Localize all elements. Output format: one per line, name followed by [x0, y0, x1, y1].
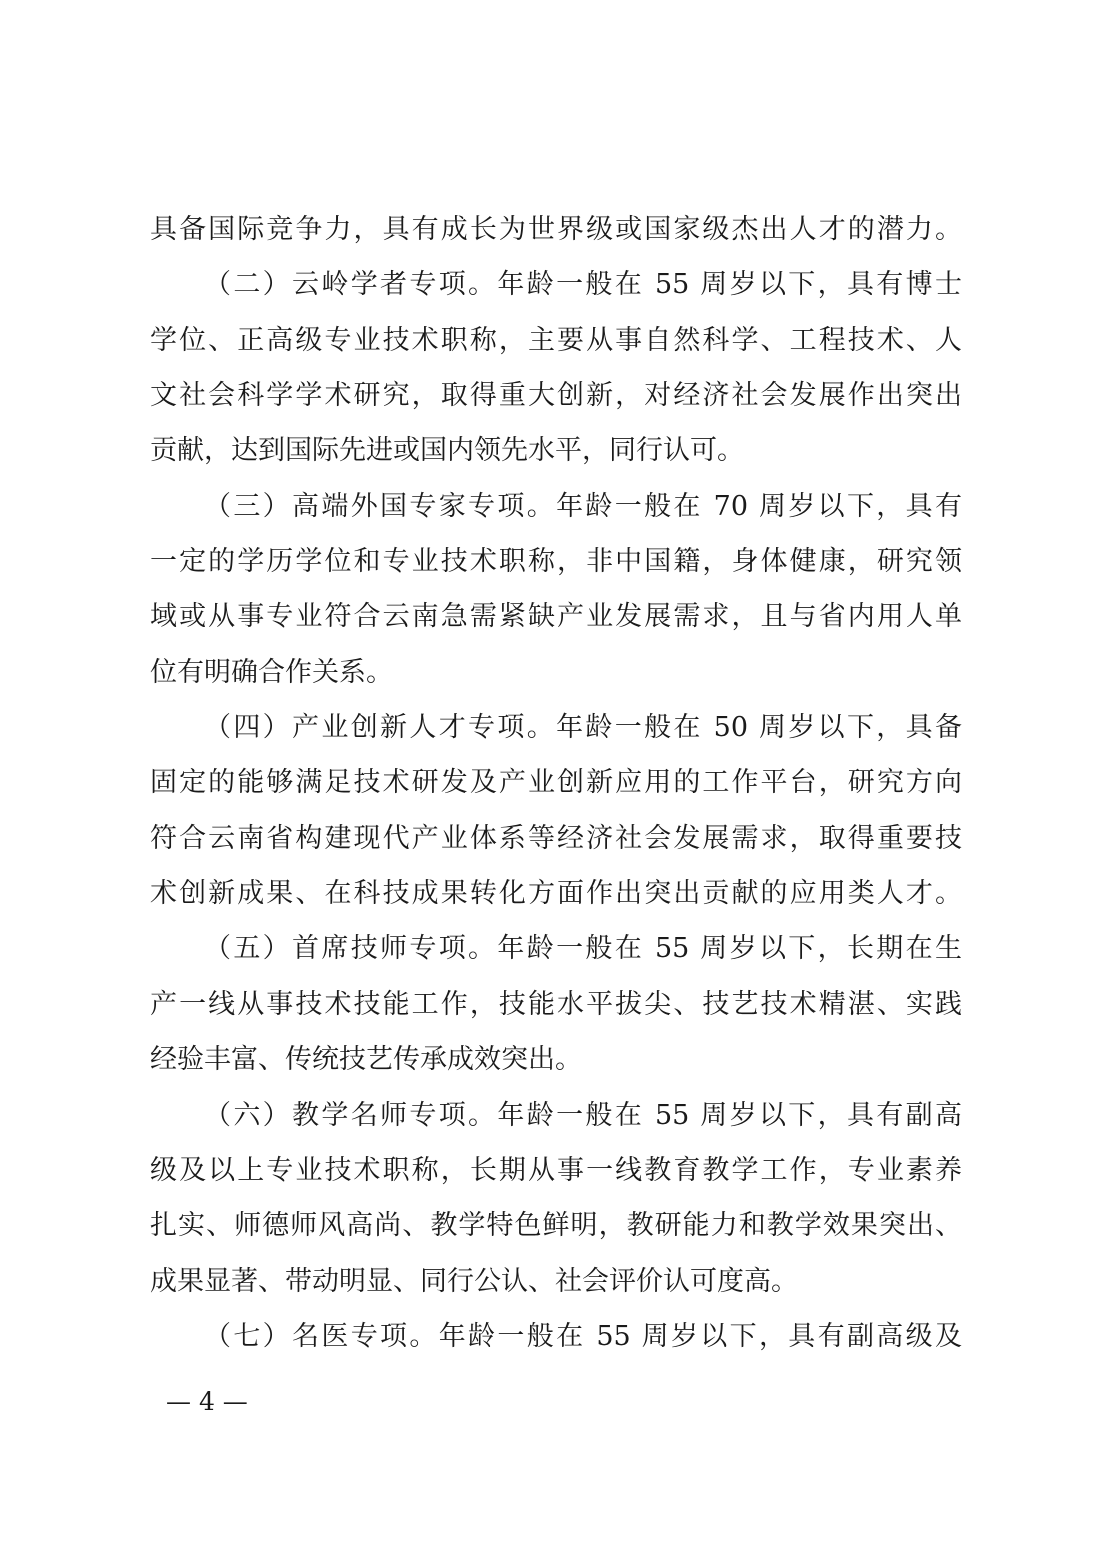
- text-line: 域或从事专业符合云南急需紧缺产业发展需求，且与省内用人单: [150, 601, 962, 632]
- section-heading-line: （四）产业创新人才专项。年龄一般在 50 周岁以下，具备: [204, 712, 962, 743]
- text-line: 术创新成果、在科技成果转化方面作出突出贡献的应用类人才。: [150, 878, 962, 909]
- text-line: 位有明确合作关系。: [150, 657, 393, 688]
- section-heading-line: （二）云岭学者专项。年龄一般在 55 周岁以下，具有博士: [204, 269, 962, 300]
- text-line: 具备国际竞争力，具有成长为世界级或国家级杰出人才的潜力。: [150, 214, 962, 245]
- text-line: 文社会科学学术研究，取得重大创新，对经济社会发展作出突出: [150, 380, 962, 411]
- text-line: 一定的学历学位和专业技术职称，非中国籍，身体健康，研究领: [150, 546, 962, 577]
- text-line: 产一线从事技术技能工作，技能水平拔尖、技艺技术精湛、实践: [150, 989, 962, 1020]
- text-line: 经验丰富、传统技艺传承成效突出。: [150, 1044, 582, 1075]
- section-heading-line: （六）教学名师专项。年龄一般在 55 周岁以下，具有副高: [204, 1100, 962, 1131]
- text-line: 符合云南省构建现代产业体系等经济社会发展需求，取得重要技: [150, 823, 962, 854]
- text-line: 固定的能够满足技术研发及产业创新应用的工作平台，研究方向: [150, 767, 962, 798]
- section-heading-line: （七）名医专项。年龄一般在 55 周岁以下，具有副高级及: [204, 1321, 962, 1352]
- section-heading-line: （五）首席技师专项。年龄一般在 55 周岁以下，长期在生: [204, 933, 962, 964]
- text-line: 贡献，达到国际先进或国内领先水平，同行认可。: [150, 435, 744, 466]
- section-heading-line: （三）高端外国专家专项。年龄一般在 70 周岁以下，具有: [204, 491, 962, 522]
- text-line: 学位、正高级专业技术职称，主要从事自然科学、工程技术、人: [150, 325, 962, 356]
- text-line: 扎实、师德师风高尚、教学特色鲜明，教研能力和教学效果突出、: [150, 1210, 962, 1241]
- text-line: 级及以上专业技术职称，长期从事一线教育教学工作，专业素养: [150, 1155, 962, 1186]
- text-line: 成果显著、带动明显、同行公认、社会评价认可度高。: [150, 1266, 798, 1297]
- page-number: — 4 —: [166, 1387, 248, 1416]
